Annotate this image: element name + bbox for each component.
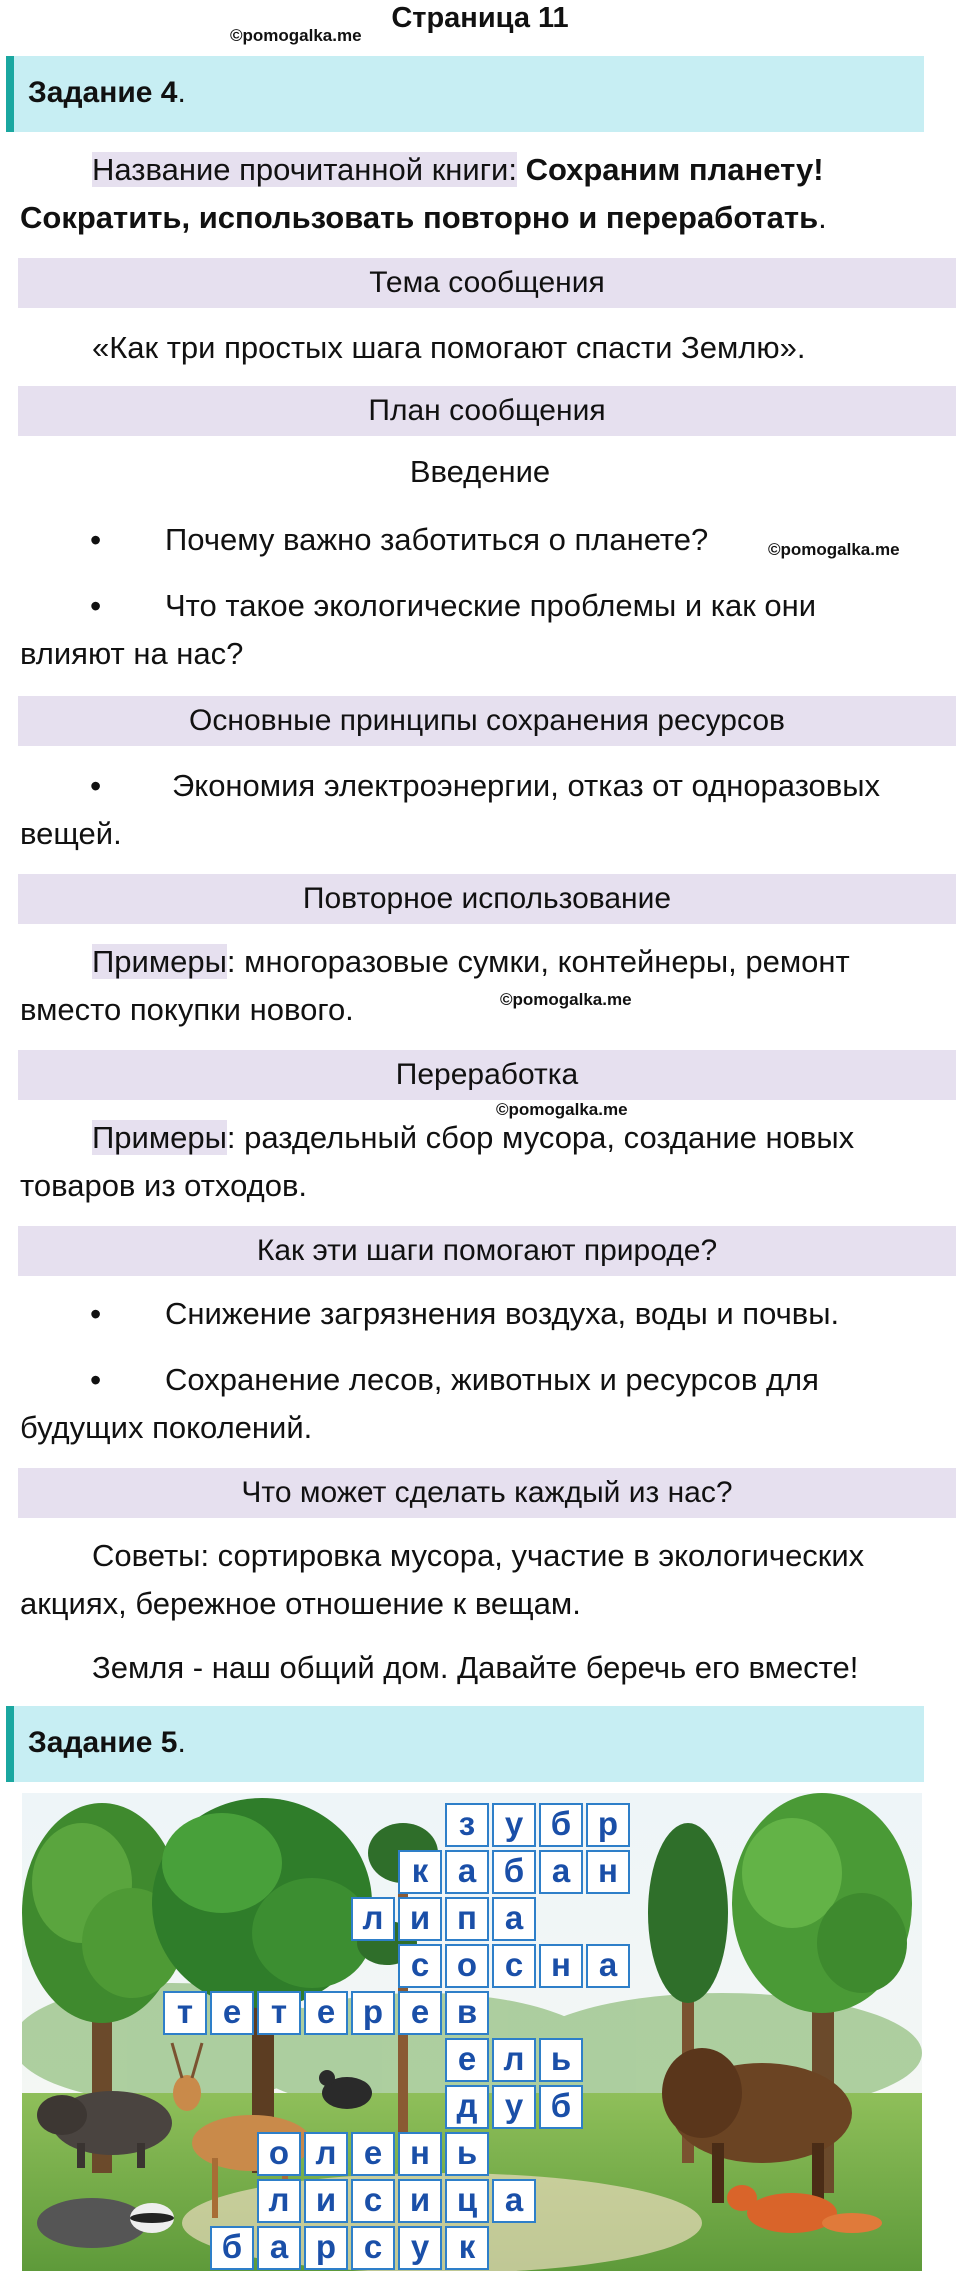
crossword-cell: ц xyxy=(445,2179,489,2223)
task-4-label: Задание 4 xyxy=(28,76,178,109)
crossword-cell: т xyxy=(163,1991,207,2035)
crossword-cell: ь xyxy=(539,2038,583,2082)
watermark: ©pomogalka.me xyxy=(496,1100,628,1119)
crossword-cell: т xyxy=(257,1991,301,2035)
watermark: ©pomogalka.me xyxy=(230,26,362,45)
task-4-header xyxy=(6,56,924,132)
nature-bullet: • Снижение загрязнения воздуха, воды и почвы. xyxy=(20,1290,940,1338)
crossword-cell: ь xyxy=(445,2132,489,2176)
crossword-cell: с xyxy=(398,1944,442,1988)
closing-text: Земля - наш общий дом. Давайте беречь его вместе! xyxy=(92,1650,859,1685)
recycle-heading: Переработка xyxy=(18,1050,956,1100)
theme-heading: Тема сообщения xyxy=(18,258,956,308)
crossword-cell: к xyxy=(445,2226,489,2270)
watermark: ©pomogalka.me xyxy=(500,990,632,1009)
crossword-cell: л xyxy=(304,2132,348,2176)
task-5-punct: . xyxy=(177,1726,186,1759)
crossword-cell: и xyxy=(304,2179,348,2223)
book-title: Сохраним планету! Сократить, использовать повторно и переработать xyxy=(20,152,824,235)
crossword-cell: а xyxy=(539,1850,583,1894)
crossword-cell: у xyxy=(492,2085,536,2129)
bullet-dot: • xyxy=(90,1362,102,1398)
crossword-cell: и xyxy=(398,1897,442,1941)
recycle-text-cont: товаров из отходов. xyxy=(20,1168,308,1203)
nature-bullet-cont: будущих поколений. xyxy=(20,1410,313,1445)
reuse-heading: Повторное использование xyxy=(18,874,956,924)
crossword-cell: е xyxy=(351,2132,395,2176)
book-info xyxy=(20,146,940,242)
crossword-cell: б xyxy=(539,1803,583,1847)
crossword-cell: л xyxy=(351,1897,395,1941)
crossword-cell: л xyxy=(257,2179,301,2223)
intro-bullet: • Почему важно заботиться о планете? xyxy=(20,516,940,564)
crossword-cell: и xyxy=(398,2179,442,2223)
crossword-cell: а xyxy=(445,1850,489,1894)
tips-text: Советы: сортировка мусора, участие в экологических xyxy=(92,1538,865,1573)
watermark: ©pomogalka.me xyxy=(768,540,900,559)
book-label: Название прочитанной книги: xyxy=(92,152,517,187)
reuse-text-cont: вместо покупки нового. xyxy=(20,992,354,1027)
crossword-cell: а xyxy=(257,2226,301,2270)
crossword-cell: е xyxy=(445,2038,489,2082)
crossword-cell: п xyxy=(445,1897,489,1941)
task-4-punct: . xyxy=(177,76,186,109)
crossword-cell: д xyxy=(445,2085,489,2129)
principles-bullet: • Экономия электроэнергии, отказ от одноразовых xyxy=(20,762,940,810)
intro-heading: Введение xyxy=(409,454,551,489)
crossword-cell: р xyxy=(351,1991,395,2035)
crossword-cell: н xyxy=(398,2132,442,2176)
bullet-dot: • xyxy=(90,588,102,624)
task-5-label: Задание 5 xyxy=(28,1726,178,1759)
crossword-cell: р xyxy=(304,2226,348,2270)
page-title: Страница 11 xyxy=(391,2,569,34)
crossword-cell: н xyxy=(539,1944,583,1988)
crossword-cell: р xyxy=(586,1803,630,1847)
crossword-cell: а xyxy=(586,1944,630,1988)
reuse-text: Примеры: многоразовые сумки, контейнеры, ремонт xyxy=(92,944,850,979)
intro-bullet: • Что такое экологические проблемы и как они xyxy=(20,582,940,630)
recycle-text: Примеры: раздельный сбор мусора, создание новых xyxy=(92,1120,855,1155)
crossword-cell: к xyxy=(398,1850,442,1894)
crossword-cell: а xyxy=(492,1897,536,1941)
crossword-cell: б xyxy=(539,2085,583,2129)
crossword-cell: б xyxy=(492,1850,536,1894)
tips-text-cont: акциях, бережное отношение к вещам. xyxy=(20,1586,581,1621)
crossword-cell: е xyxy=(398,1991,442,2035)
intro-bullet-cont: влияют на нас? xyxy=(20,636,244,671)
crossword-cell: у xyxy=(492,1803,536,1847)
principles-bullet-cont: вещей. xyxy=(20,816,122,851)
crossword-cell: н xyxy=(586,1850,630,1894)
crossword-cell: б xyxy=(210,2226,254,2270)
theme-text: «Как три простых шага помогают спасти Землю». xyxy=(92,330,806,365)
crossword-cell: с xyxy=(492,1944,536,1988)
crossword-cell: л xyxy=(492,2038,536,2082)
each-heading: Что может сделать каждый из нас? xyxy=(18,1468,956,1518)
crossword-cell: е xyxy=(210,1991,254,2035)
crossword-cell: о xyxy=(257,2132,301,2176)
crossword-cell: з xyxy=(445,1803,489,1847)
book-end: . xyxy=(818,200,827,235)
principles-heading: Основные принципы сохранения ресурсов xyxy=(18,696,956,746)
crossword-cell: с xyxy=(351,2226,395,2270)
bullet-dot: • xyxy=(90,768,102,804)
bullet-dot: • xyxy=(90,1296,102,1332)
bullet-dot: • xyxy=(90,522,102,558)
task-5-header xyxy=(6,1706,924,1782)
nature-heading: Как эти шаги помогают природе? xyxy=(18,1226,956,1276)
forest-crossword-illustration xyxy=(22,1793,922,2271)
crossword-cell: с xyxy=(351,2179,395,2223)
plan-heading: План сообщения xyxy=(18,386,956,436)
examples-label: Примеры xyxy=(92,1120,227,1155)
nature-bullet: • Сохранение лесов, животных и ресурсов для xyxy=(20,1356,940,1404)
crossword-cell: в xyxy=(445,1991,489,2035)
crossword-cell: е xyxy=(304,1991,348,2035)
examples-label: Примеры xyxy=(92,944,227,979)
crossword-cell: а xyxy=(492,2179,536,2223)
crossword-cell: о xyxy=(445,1944,489,1988)
crossword-cell: у xyxy=(398,2226,442,2270)
